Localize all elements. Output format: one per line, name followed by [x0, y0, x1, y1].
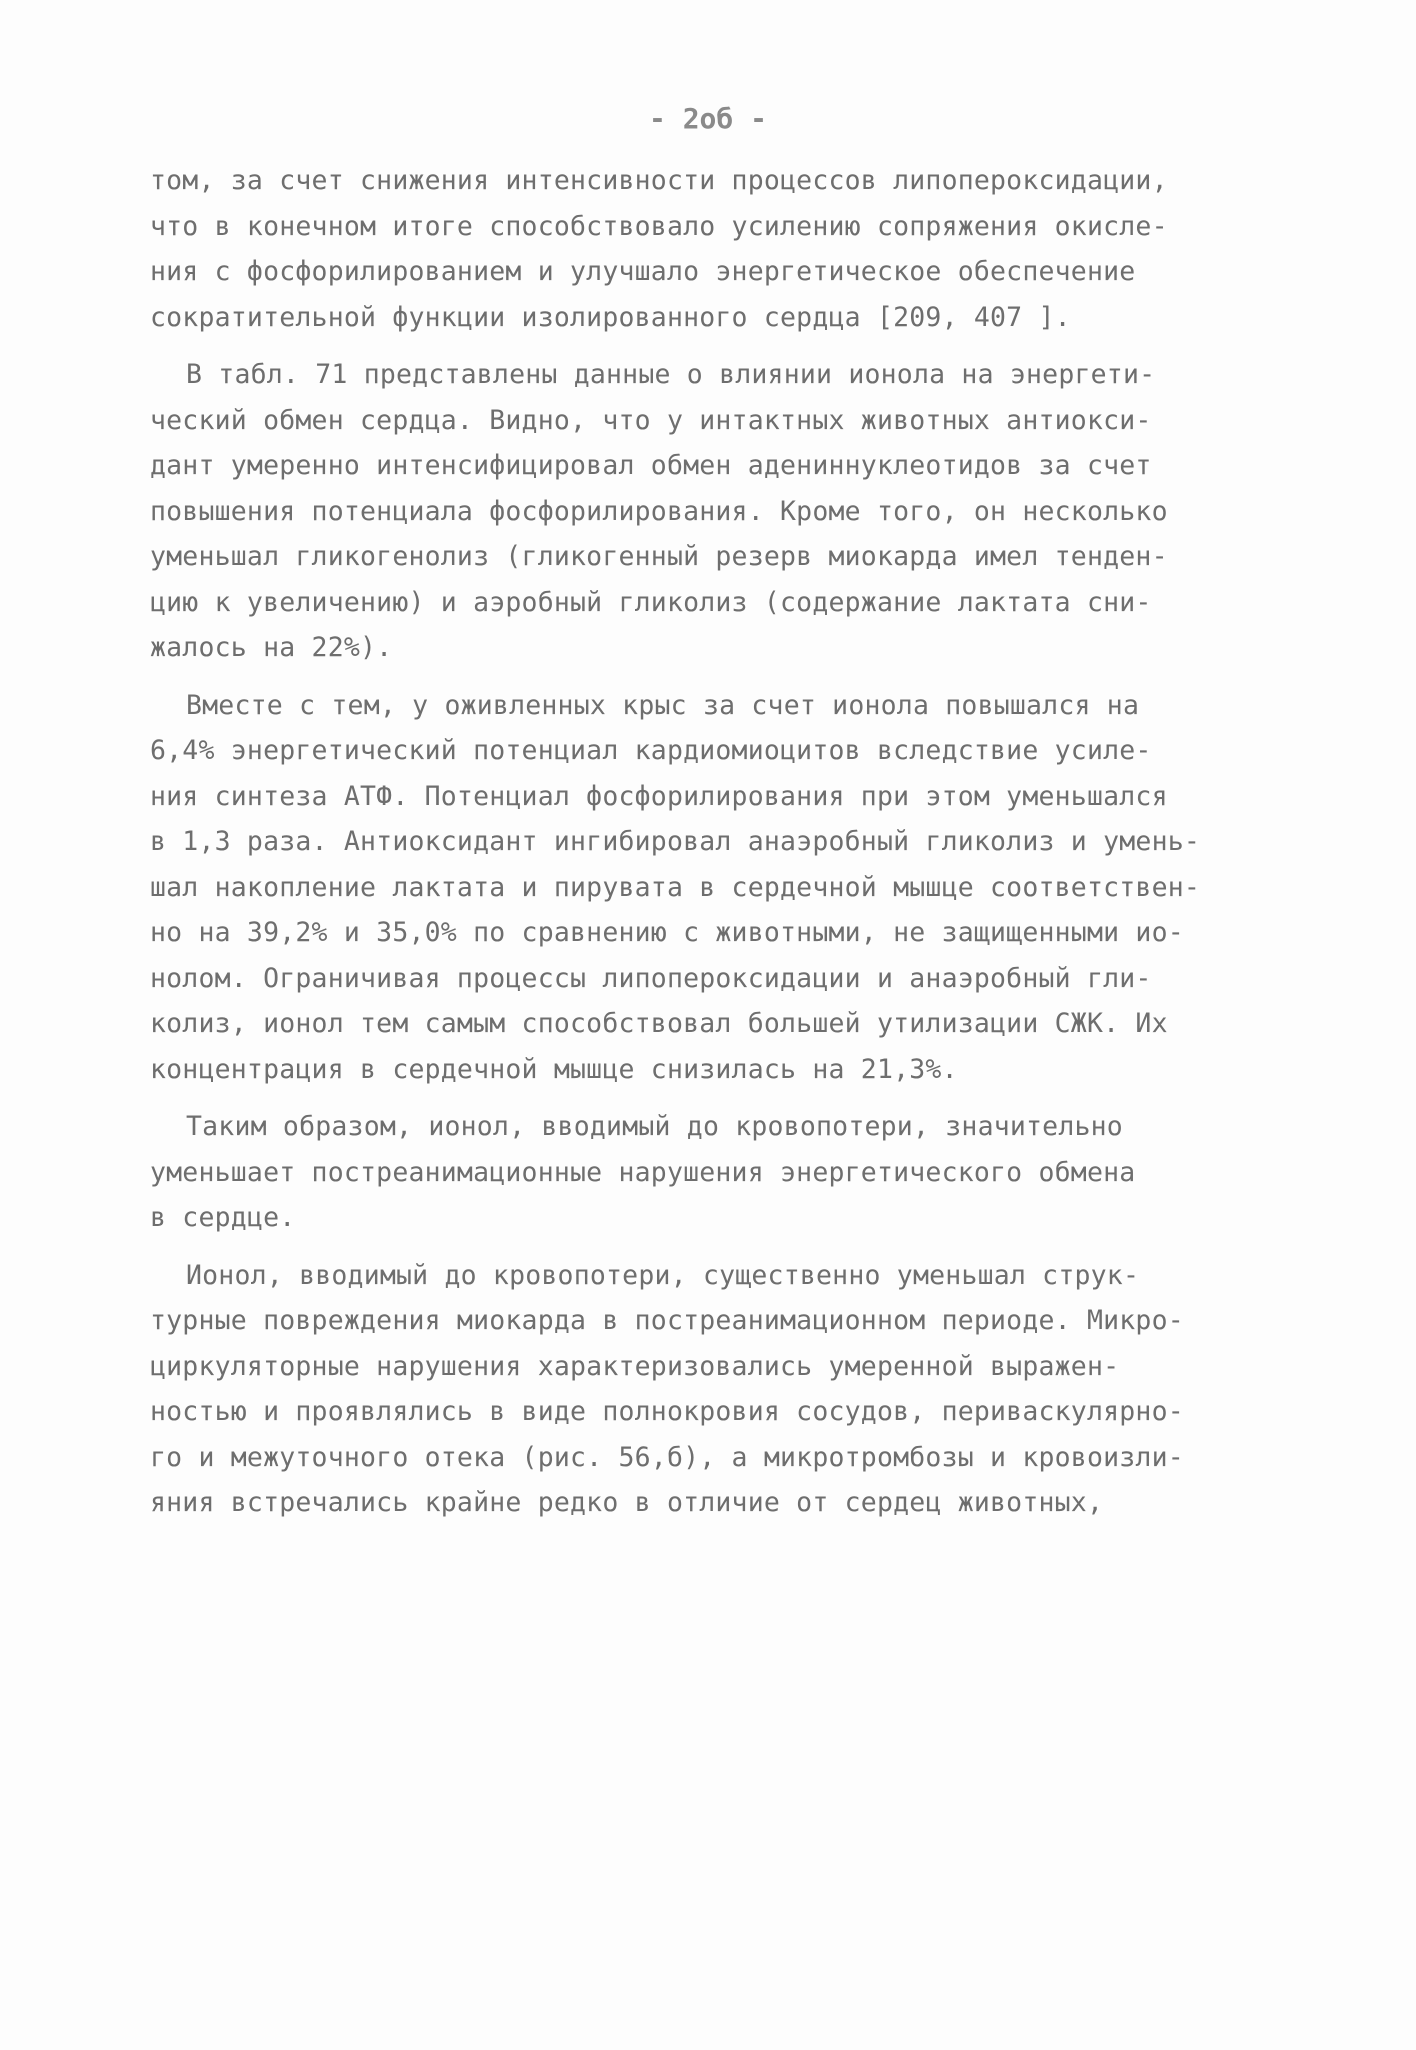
text-line: повышения потенциала фосфорилирования. Кроме того, он несколько: [150, 495, 1168, 527]
paragraph-5: [150, 1253, 1280, 1526]
text-line: 6,4% энергетический потенциал кардиомиоцитов вследствие усиле-: [150, 735, 1152, 766]
text-line: ния синтеза АТФ. Потенциал фосфорилирования при этом уменьшался: [150, 780, 1168, 812]
text-line: яния встречались крайне редко в отличие от сердец животных,: [150, 1487, 1104, 1518]
text-line: что в конечном итоге способствовало усилению сопряжения окисле-: [150, 210, 1168, 242]
text-line: в сердце.: [150, 1202, 296, 1233]
paragraph-4: [150, 1104, 1280, 1241]
text-line: го и межуточного отека (рис. 56,б), а микротромбозы и кровоизли-: [150, 1441, 1184, 1473]
paragraph-1: [150, 158, 1280, 340]
text-line: турные повреждения миокарда в постреанимационном периоде. Микро-: [150, 1305, 1184, 1336]
text-line: нолом. Ограничивая процессы липопероксидации и анаэробный гли-: [150, 962, 1152, 994]
text-line: цию к увеличению) и аэробный гликолиз (содержание лактата сни-: [150, 586, 1152, 618]
text-line: ностью и проявлялись в виде полнокровия сосудов, периваскулярно-: [150, 1396, 1184, 1427]
text-line: циркуляторные нарушения характеризовались умеренной выражен-: [150, 1350, 1120, 1382]
text-line: ческий обмен сердца. Видно, что у интактных животных антиокси-: [150, 404, 1152, 436]
text-line: дант умеренно интенсифицировал обмен адениннуклеотидов за счет: [150, 450, 1152, 481]
text-line: уменьшает постреанимационные нарушения энергетического обмена: [150, 1156, 1136, 1188]
text-line: но на 39,2% и 35,0% по сравнению с животными, не защищенными ио-: [150, 917, 1184, 948]
text-line: уменьшал гликогенолиз (гликогенный резерв миокарда имел тенден-: [150, 541, 1168, 572]
text-line: концентрация в сердечной мышце снизилась на 21,3%.: [150, 1053, 958, 1085]
text-line: Ионол, вводимый до кровопотери, существенно уменьшал струк-: [186, 1259, 1140, 1291]
text-line: в 1,3 раза. Антиоксидант ингибировал анаэробный гликолиз и умень-: [150, 826, 1201, 857]
text-line: Вместе с тем, у оживленных крыс за счет ионола повышался на: [186, 689, 1140, 721]
text-line: сократительной функции изолированного сердца [209, 407 ].: [150, 301, 1071, 333]
text-line: ния с фосфорилированием и улучшало энергетическое обеспечение: [150, 256, 1136, 287]
text-line: том, за счет снижения интенсивности процессов липопероксидации,: [150, 165, 1168, 196]
text-line: колиз, ионол тем самым способствовал большей утилизации СЖК. Их: [150, 1008, 1168, 1039]
paragraph-3: [150, 683, 1280, 1093]
text-line: Таким образом, ионол, вводимый до кровопотери, значительно: [186, 1111, 1123, 1142]
body-text: [150, 158, 1280, 1538]
page-number: - 2об -: [648, 102, 767, 135]
text-line: В табл. 71 представлены данные о влиянии ионола на энергети-: [186, 359, 1156, 390]
text-line: жалось на 22%).: [150, 632, 393, 663]
paragraph-2: [150, 352, 1280, 671]
text-line: шал накопление лактата и пирувата в сердечной мышце соответствен-: [150, 871, 1201, 903]
